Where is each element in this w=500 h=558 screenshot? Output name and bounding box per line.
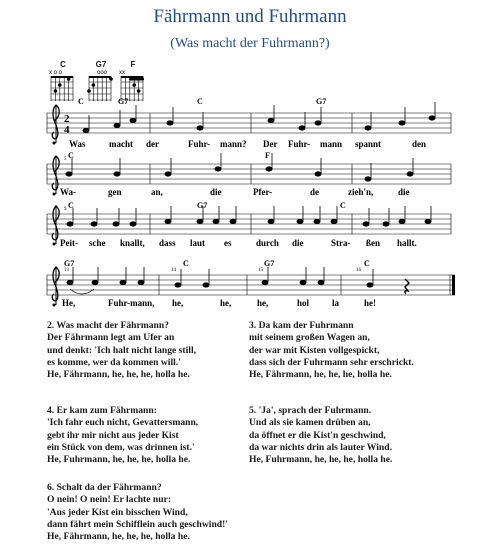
staff-3 [47,201,451,248]
staff-2 [47,151,451,197]
verse-line: gebt ihr mir nicht aus jeder Kist [47,429,179,441]
svg-text:Peit-: Peit- [60,238,78,248]
verse-line: 'Ich fahr euch nicht, Gevattersmann, [47,417,199,429]
svg-text:dass: dass [159,238,176,248]
svg-text:Was: Was [69,139,86,149]
svg-text:Fuhr-mann,: Fuhr-mann, [108,298,155,308]
verse-line: 5. 'Ja', sprach der Fuhrmann. [249,405,372,416]
verse-2 [47,320,196,381]
chord-label: G7 [316,97,327,106]
time-signature-bottom: 4 [64,124,70,136]
verse-line: da war nichts drin als lauter Wind. [249,441,392,453]
svg-text:gen: gen [108,187,122,197]
lyrics-staff-3 [60,238,417,248]
svg-text:den: den [412,139,427,149]
svg-text:Pfer-: Pfer- [253,187,273,197]
verse-line: He, Fährmann, he, he, he, holla he. [47,369,190,381]
svg-text:de: de [310,187,319,197]
verse-line: 2. Was macht der Fährmann? [47,320,169,331]
treble-clef [52,206,59,246]
staff-1 [47,97,451,149]
chord-label: C [68,151,74,160]
verse-5 [249,405,392,466]
verse-line: He, Fährmann, he, he, he, holla he. [249,369,392,381]
svg-text:he,: he, [220,298,232,308]
chord-diagram-name: G7 [95,60,107,69]
verse-line: dann fährt mein Schifflein auch geschwind!' [47,518,228,530]
verse-line: Der Fährmann legt am Ufer an [47,332,175,344]
song-title: Fährmann und Fuhrmann [153,6,347,27]
bar-number: 16 [356,268,361,273]
string-markers: ooo [97,70,108,76]
bar-number: 13 [64,268,69,273]
verse-line: es komme, wer da kommen will.' [47,356,181,368]
svg-text:hol: hol [297,298,310,308]
svg-text:la: la [332,298,340,308]
svg-text:Fuhr-: Fuhr- [288,139,311,149]
svg-text:die: die [398,187,410,197]
verse-line: Und als sie kamen drüben an, [249,417,371,429]
svg-text:der: der [146,139,159,149]
verse-line: He, Fuhrmann, he, he, he, holla he. [47,454,191,466]
svg-text:he!: he! [364,298,376,308]
string-markers: x o o [49,70,63,76]
svg-text:zieh'n,: zieh'n, [348,187,374,197]
verse-line: 6. Schalt da der Fährmann? [47,482,162,493]
bar-number: 14 [171,268,176,273]
song-subtitle: (Was macht der Fuhrmann?) [170,36,330,51]
svg-text:mann?: mann? [220,139,247,149]
chord-label: C [183,259,189,268]
svg-text:an,: an, [151,187,163,197]
svg-text:die: die [292,238,304,248]
bar-number: 9 [64,207,67,212]
treble-clef [52,105,59,145]
svg-text:Der: Der [263,139,278,149]
verse-3 [249,320,414,381]
string-markers: xx [119,70,125,76]
svg-text:Stra-: Stra- [331,238,351,248]
quarter-rest [405,279,409,294]
svg-text:spannt: spannt [355,139,382,149]
chord-label: G7 [264,259,275,268]
bar-number: 15 [258,268,263,273]
svg-text:ßen: ßen [366,238,381,248]
verse-line: mit seinem großen Wagen an, [249,332,370,344]
svg-text:die: die [210,187,222,197]
lyrics-staff-1 [69,139,426,149]
verse-line: 3. Da kam der Fuhrmann [249,320,354,331]
final-barline [452,275,455,295]
chord-label: C [364,259,370,268]
staff-4 [47,259,455,308]
svg-text:durch: durch [256,238,279,248]
chord-label: C [68,201,74,210]
chord-diagram-name: F [130,60,136,69]
verse-line: He, Fährmann, he, he, he, holla he. [47,531,190,543]
svg-text:Fuhr-: Fuhr- [188,139,211,149]
treble-clef [52,267,59,307]
verse-line: 4. Er kam zum Fährmann: [47,405,157,416]
chord-label: G7 [197,201,208,210]
svg-text:knallt,: knallt, [120,238,145,248]
verse-line: O nein! O nein! Er lachte nur: [47,494,172,506]
lyrics-staff-2 [60,187,410,197]
chord-label: C [78,97,84,106]
chord-diagram-name: C [60,60,66,69]
time-signature-top: 2 [64,113,70,125]
svg-text:macht: macht [109,139,133,149]
verse-4 [47,405,198,466]
svg-text:He,: He, [62,298,76,308]
chord-label: G7 [118,97,129,106]
svg-text:he,: he, [172,298,184,308]
svg-text:laut: laut [190,238,206,248]
chord-label: C [197,97,203,106]
svg-text:Wa-: Wa- [60,187,77,197]
verse-line: da öffnet er die Kist'n geschwind, [249,429,386,441]
lyrics-staff-4 [62,298,376,308]
treble-clef [52,156,59,196]
verse-line: und denkt: 'Ich halt nicht lange still, [47,344,197,356]
svg-text:mann: mann [320,139,343,149]
verse-line: He, Fuhrmann, he, he, he, holla he. [249,454,393,466]
svg-text:es: es [224,238,232,248]
verse-line: ein Stück von dem, was drinnen ist.' [47,441,195,453]
svg-text:hallt.: hallt. [397,238,417,248]
verse-6 [47,482,228,543]
svg-text:he,: he, [257,298,269,308]
chord-label: G7 [64,259,75,268]
svg-text:sche: sche [89,238,106,248]
bar-number: 5 [64,157,67,162]
verse-line: dass sich der Fuhrmann sehr erschrickt. [249,356,414,368]
verse-line: der war mit Kisten vollgespickt, [249,344,380,356]
verse-line: 'Aus jeder Kist ein bisschen Wind, [47,506,188,518]
chord-label: F [265,151,270,160]
notes-staff-3 [67,206,431,226]
notes-staff-2 [66,153,413,181]
chord-label: C [340,201,346,210]
